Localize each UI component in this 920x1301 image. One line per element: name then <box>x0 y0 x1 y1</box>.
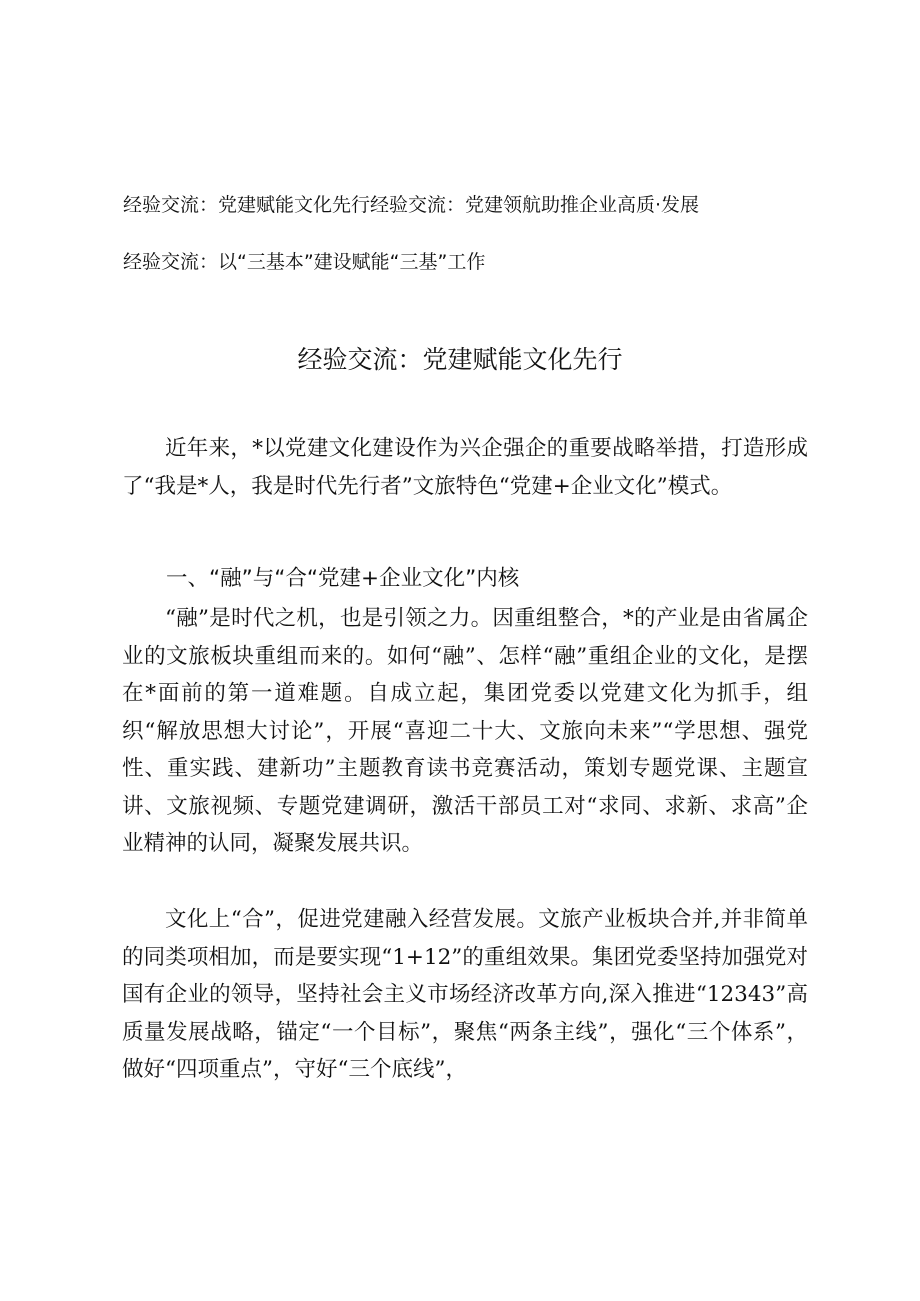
section-1-paragraph-1: “融”是时代之机，也是引领之力。因重组整合，*的产业是由省属企业的文旅板块重组而来的。如何“融”、怎样“融”重组企业的文化，是摆在*面前的第一道难题。自成立起，集团党委以党建文化为抓手，组织“解放思想大讨论”，开展“喜迎二十大、文旅向未来”“学思想、强党性、重实践、建新功”主题教育读书竞赛活动，策划专题党课、主题宣讲、文旅视频、专题党建调研，激活干部员工对“求同、求新、求高”企业精神的认同，凝聚发展共识。 <box>122 606 808 856</box>
toc-line-2[interactable]: 经验交流：以“三基本”建设赋能“三基”工作 <box>123 251 486 273</box>
section-1-paragraph-2: 文化上“合”，促进党建融入经营发展。文旅产业板块合并,并非简单的同类项相加，而是要实现“1+12”的重组效果。集团党委坚持加强党对国有企业的领导，坚持社会主义市场经济改革方向,深入推进“12343”高质量发展战略，锚定“一个目标”，聚焦“两条主线”，强化“三个体系”，做好“四项重点”，守好“三个底线”， <box>122 907 808 1082</box>
section-1-heading: 一、“融”与“合“党建+企业文化”内核 <box>166 566 520 591</box>
toc-line-1[interactable]: 经验交流：党建赋能文化先行经验交流：党建领航助推企业高质·发展 <box>123 194 700 216</box>
document-title: 经验交流：党建赋能文化先行 <box>297 345 623 374</box>
intro-paragraph: 近年来，*以党建文化建设作为兴企强企的重要战略举措，打造形成了“我是*人，我是时代先行者”文旅特色“党建+企业文化”模式。 <box>122 436 808 499</box>
